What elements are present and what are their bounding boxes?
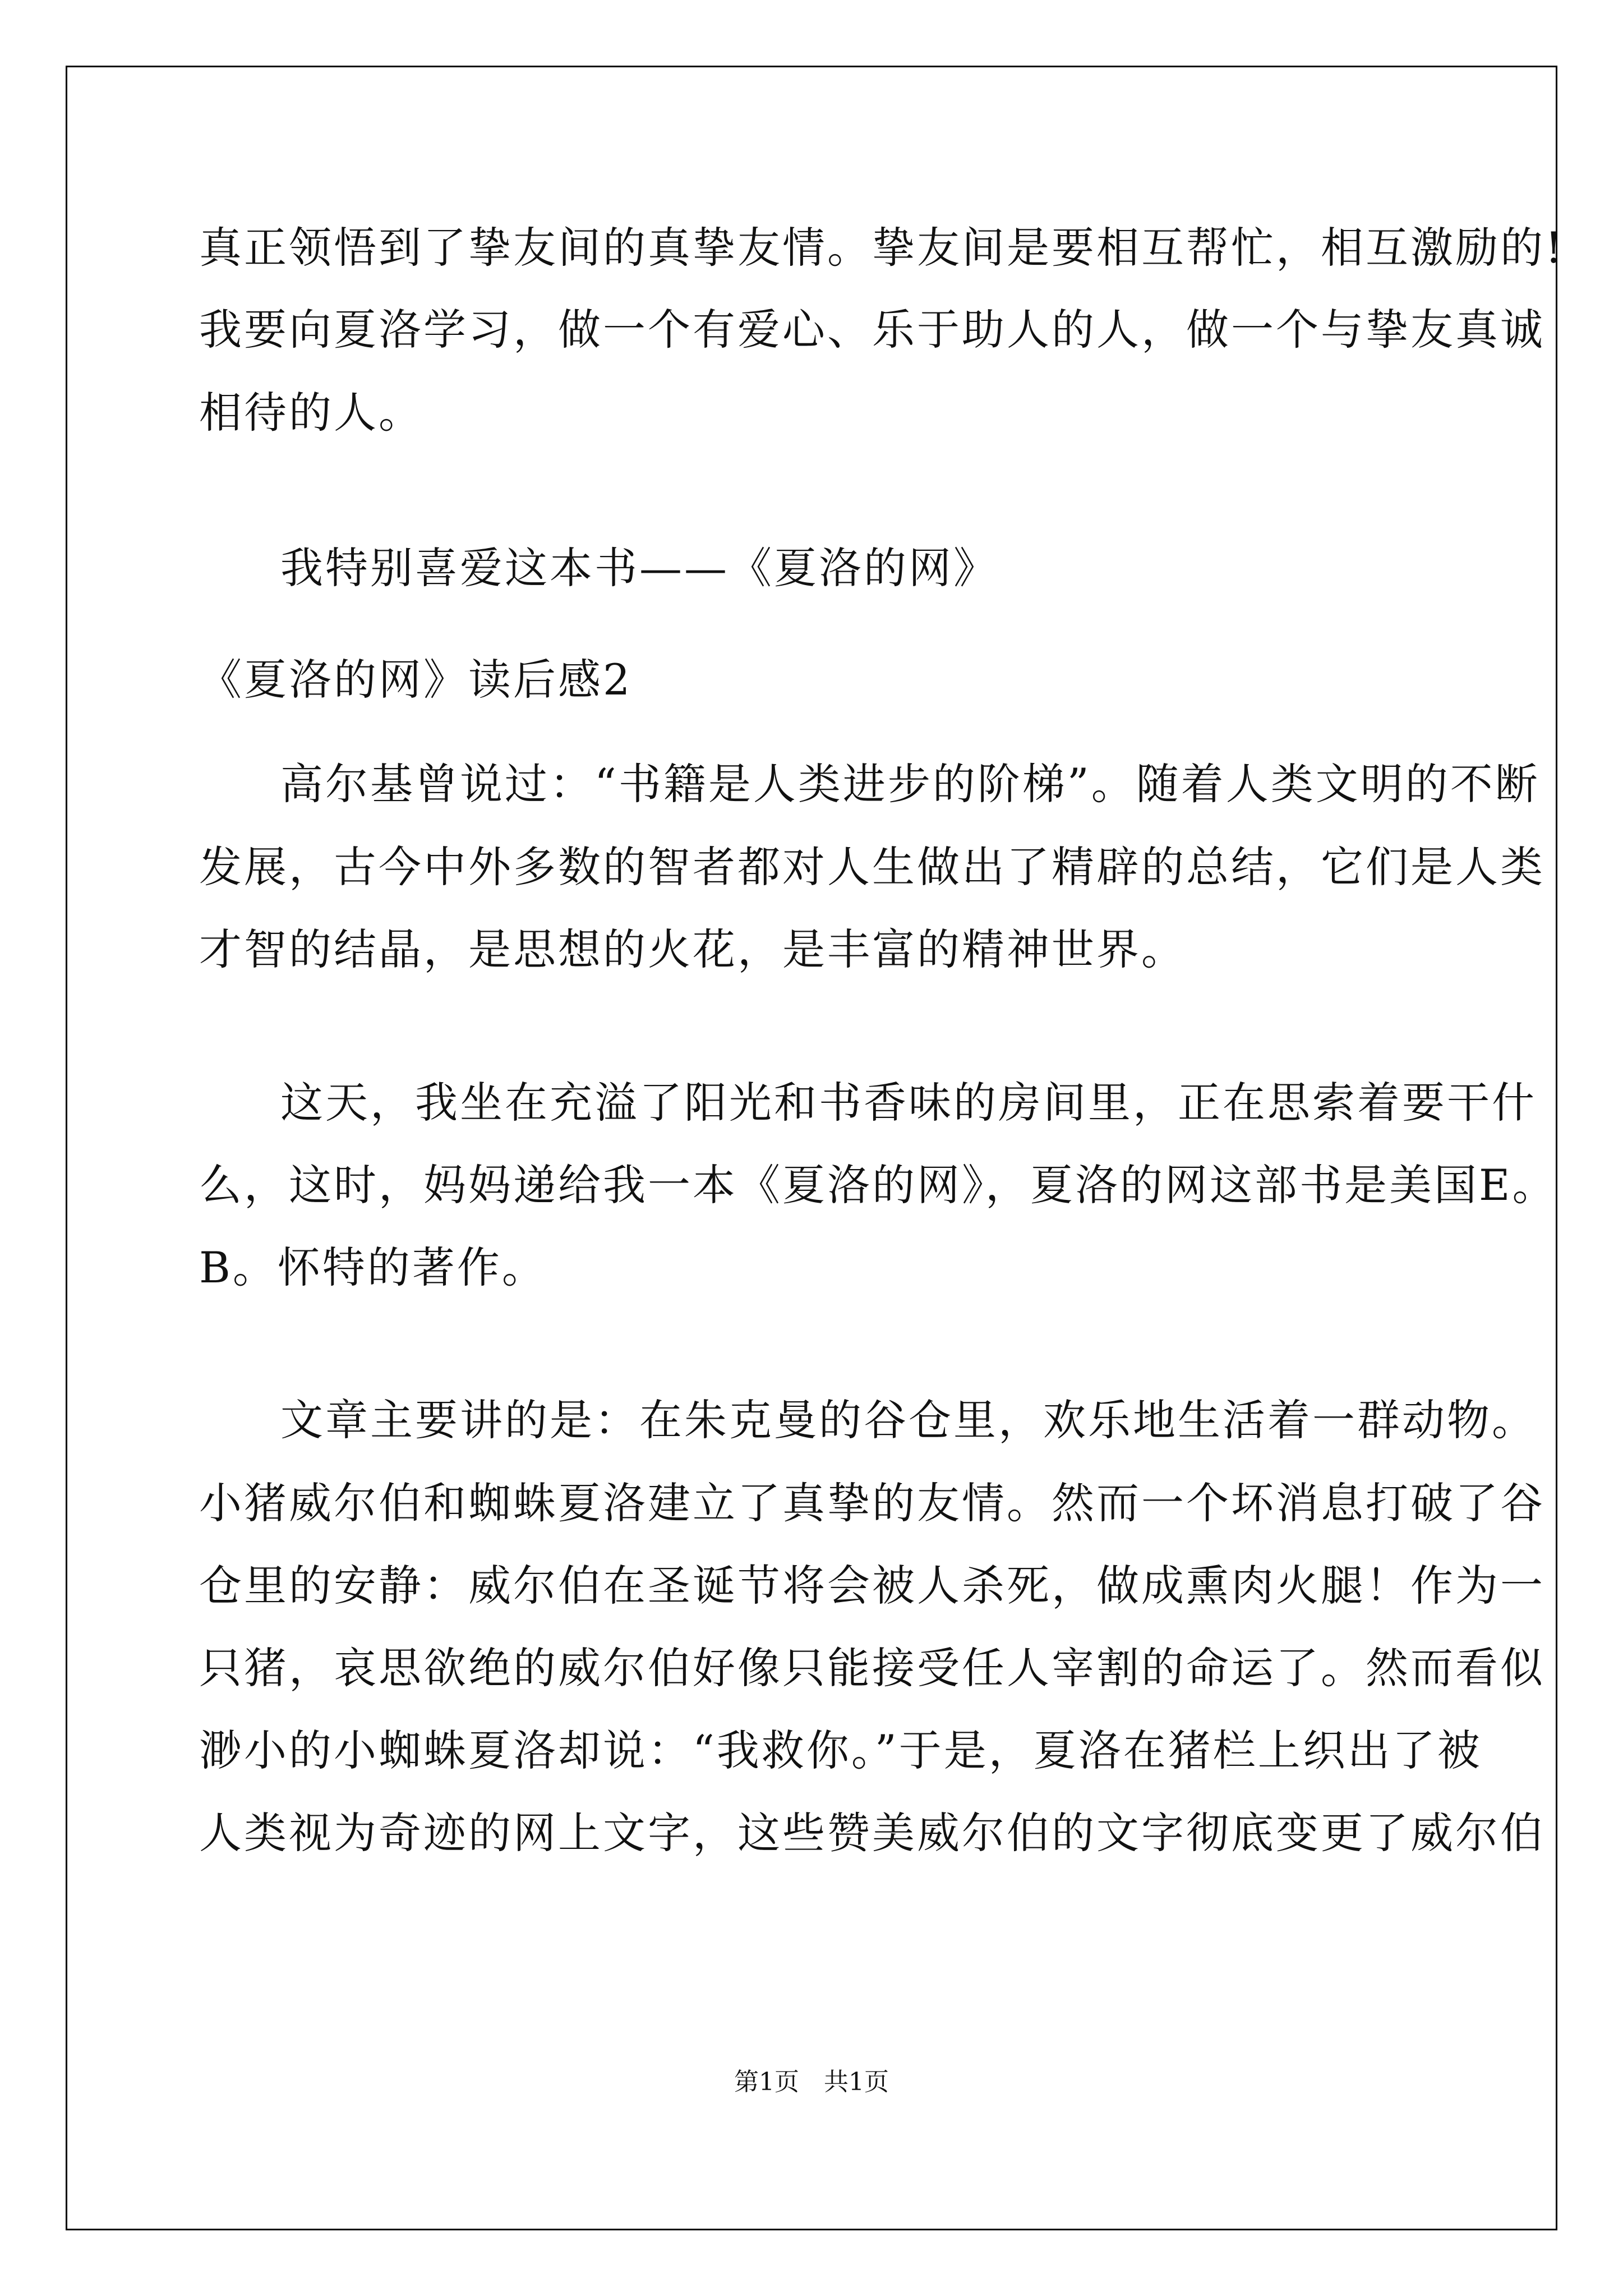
body-line: 文章主要讲的是：在朱克曼的谷仓里，欢乐地生活着一群动物。 (280, 1395, 1537, 1445)
body-line: 我要向夏洛学习，做一个有爱心、乐于助人的人，做一个与挚友真诚 (199, 305, 1545, 355)
body-line: 人类视为奇迹的网上文字，这些赞美威尔伯的文字彻底变更了威尔伯 (199, 1808, 1545, 1858)
body-line: 高尔基曾说过：“书籍是人类进步的阶梯”。随着人类文明的不断 (280, 759, 1540, 809)
body-line: 相待的人。 (199, 388, 423, 438)
body-line: 真正领悟到了挚友间的真挚友情。挚友间是要相互帮忙，相互激励的! (199, 223, 1565, 273)
body-line: 仓里的安静：威尔伯在圣诞节将会被人杀死，做成熏肉火腿！作为一 (199, 1561, 1545, 1611)
body-line: 么，这时，妈妈递给我一本《夏洛的网》，夏洛的网这部书是美国E。 (199, 1160, 1557, 1210)
body-line: 发展，古今中外多数的智者都对人生做出了精辟的总结，它们是人类 (199, 842, 1545, 892)
body-line: B。怀特的著作。 (199, 1243, 547, 1292)
body-line: 小猪威尔伯和蜘蛛夏洛建立了真挚的友情。然而一个坏消息打破了谷 (199, 1478, 1545, 1528)
section-heading: 《夏洛的网》读后感2 (199, 655, 633, 705)
page-footer: 第1页 共1页 (734, 2068, 889, 2096)
body-line: 只猪，哀思欲绝的威尔伯好像只能接受任人宰割的命运了。然而看似 (199, 1643, 1545, 1693)
body-line: 这天，我坐在充溢了阳光和书香味的房间里，正在思索着要干什 (280, 1078, 1537, 1128)
body-line: 才智的结晶，是思想的火花，是丰富的精神世界。 (199, 924, 1186, 974)
body-line: 渺小的小蜘蛛夏洛却说：“我救你。”于是，夏洛在猪栏上织出了被 (199, 1726, 1482, 1775)
body-line: 我特别喜爱这本书——《夏洛的网》 (280, 543, 998, 593)
